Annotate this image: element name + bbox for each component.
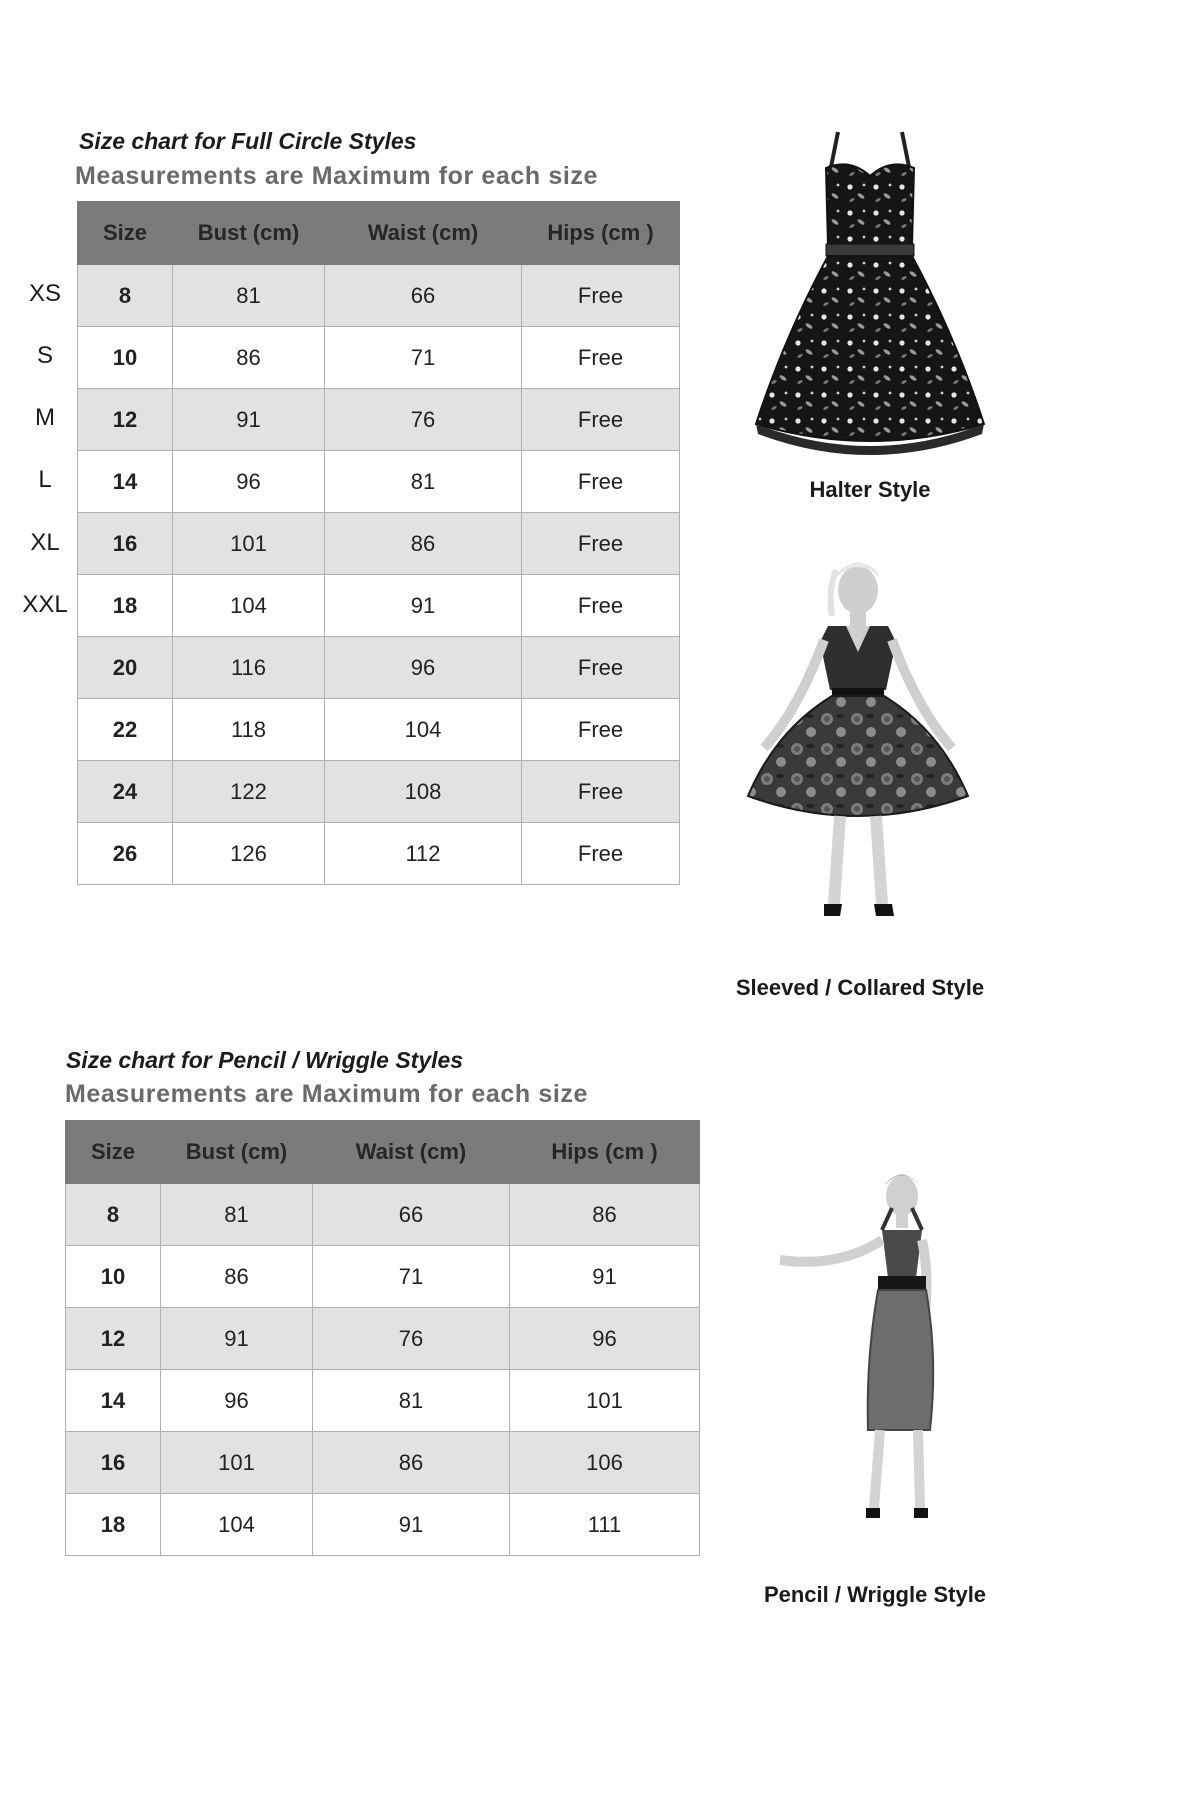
header-size: Size [78,202,173,265]
cell-size: 8 [78,265,173,327]
header-waist: Waist (cm) [325,202,522,265]
cell-hips: Free [522,699,680,761]
cell-hips: 101 [510,1370,700,1432]
table-row [78,513,680,575]
cell-bust: 116 [173,637,325,699]
cell-size: 18 [78,575,173,637]
cell-bust: 118 [173,699,325,761]
cell-size: 16 [66,1432,161,1494]
full-circle-title: Size chart for Full Circle Styles [79,128,417,154]
cell-size: 8 [66,1184,161,1246]
table-row [78,637,680,699]
table-row [78,761,680,823]
cell-bust: 86 [173,327,325,389]
cell-waist: 76 [313,1308,510,1370]
cell-bust: 122 [173,761,325,823]
letter-size-s: S [36,342,53,369]
full-circle-size-table [77,201,680,885]
cell-size: 10 [66,1246,161,1308]
letter-size-m: M [35,404,55,431]
cell-hips: 86 [510,1184,700,1246]
cell-bust: 126 [173,823,325,885]
cell-waist: 91 [313,1494,510,1556]
pencil-title: Size chart for Pencil / Wriggle Styles [66,1047,464,1073]
table-row [78,451,680,513]
pencil-wriggle-style-caption: Pencil / Wriggle Style [763,1582,987,1607]
cell-bust: 104 [161,1494,313,1556]
table-row [78,823,680,885]
pencil-subtitle: Measurements are Maximum for each size [65,1080,589,1108]
header-waist: Waist (cm) [313,1121,510,1184]
cell-bust: 91 [161,1308,313,1370]
table-row [66,1308,700,1370]
cell-waist: 71 [325,327,522,389]
cell-waist: 71 [313,1246,510,1308]
halter-style-caption: Halter Style [809,477,931,502]
cell-bust: 101 [173,513,325,575]
cell-waist: 112 [325,823,522,885]
cell-hips: Free [522,637,680,699]
cell-hips: Free [522,451,680,513]
cell-waist: 66 [325,265,522,327]
table-header-row [78,202,680,265]
cell-size: 18 [66,1494,161,1556]
letter-size-xl: XL [30,529,60,556]
cell-hips: 106 [510,1432,700,1494]
cell-waist: 81 [313,1370,510,1432]
cell-hips: 96 [510,1308,700,1370]
cell-hips: 111 [510,1494,700,1556]
header-bust: Bust (cm) [173,202,325,265]
cell-bust: 81 [173,265,325,327]
cell-waist: 104 [325,699,522,761]
cell-waist: 91 [325,575,522,637]
full-circle-table-body [78,265,680,885]
table-row [78,265,680,327]
cell-bust: 101 [161,1432,313,1494]
cell-bust: 96 [173,451,325,513]
cell-waist: 96 [325,637,522,699]
pencil-dress-illustration [770,1168,970,1568]
table-row [66,1246,700,1308]
cell-hips: Free [522,575,680,637]
cell-bust: 96 [161,1370,313,1432]
cell-size: 14 [66,1370,161,1432]
letter-size-l: L [38,466,52,493]
table-row [78,699,680,761]
cell-bust: 81 [161,1184,313,1246]
header-hips: Hips (cm ) [510,1121,700,1184]
cell-size: 14 [78,451,173,513]
halter-dress-illustration [740,128,1000,468]
cell-waist: 66 [313,1184,510,1246]
cell-bust: 104 [173,575,325,637]
cell-hips: Free [522,265,680,327]
cell-waist: 81 [325,451,522,513]
header-bust: Bust (cm) [161,1121,313,1184]
full-circle-subtitle: Measurements are Maximum for each size [75,162,599,190]
cell-waist: 108 [325,761,522,823]
cell-hips: Free [522,327,680,389]
header-hips: Hips (cm ) [522,202,680,265]
cell-hips: 91 [510,1246,700,1308]
header-size: Size [66,1121,161,1184]
table-row [78,575,680,637]
cell-hips: Free [522,823,680,885]
table-row [78,327,680,389]
table-row [66,1184,700,1246]
cell-size: 10 [78,327,173,389]
sleeved-dress-illustration [728,560,988,950]
cell-size: 16 [78,513,173,575]
cell-waist: 86 [325,513,522,575]
cell-size: 12 [78,389,173,451]
letter-size-xs: XS [28,280,61,307]
cell-waist: 76 [325,389,522,451]
cell-size: 12 [66,1308,161,1370]
cell-hips: Free [522,761,680,823]
cell-size: 26 [78,823,173,885]
cell-waist: 86 [313,1432,510,1494]
table-header-row [66,1121,700,1184]
cell-size: 20 [78,637,173,699]
table-row [66,1494,700,1556]
cell-hips: Free [522,389,680,451]
cell-bust: 86 [161,1246,313,1308]
letter-size-xxl: XXL [22,591,68,618]
cell-size: 22 [78,699,173,761]
pencil-size-table [65,1120,700,1556]
cell-size: 24 [78,761,173,823]
table-row [66,1432,700,1494]
cell-hips: Free [522,513,680,575]
table-row [66,1370,700,1432]
pencil-table-body [66,1184,700,1556]
table-row [78,389,680,451]
cell-bust: 91 [173,389,325,451]
sleeved-collared-style-caption: Sleeved / Collared Style [735,975,985,1000]
